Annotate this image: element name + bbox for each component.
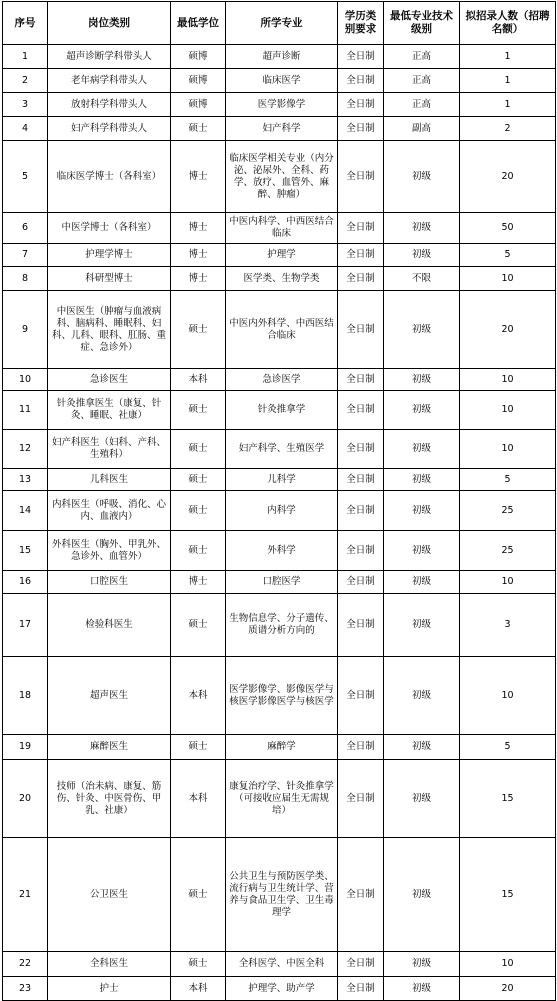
row-count: 50 — [460, 213, 556, 244]
row-major: 超声诊断 — [226, 45, 338, 69]
row-count: 10 — [460, 369, 556, 391]
row-position: 儿科医生 — [48, 469, 171, 491]
row-position: 妇产科医生（妇科、产科、生殖科） — [48, 430, 171, 469]
row-degree: 硕士 — [171, 391, 226, 430]
row-no: 4 — [3, 117, 48, 141]
row-count: 10 — [460, 952, 556, 977]
row-edu: 全日制 — [338, 430, 384, 469]
row-degree: 硕博 — [171, 69, 226, 93]
row-edu: 全日制 — [338, 838, 384, 952]
row-count: 10 — [460, 391, 556, 430]
row-count: 10 — [460, 571, 556, 594]
row-level: 初级 — [384, 760, 460, 838]
row-position: 麻醉医生 — [48, 735, 171, 760]
table-row — [3, 244, 556, 267]
row-no: 15 — [3, 531, 48, 571]
row-major: 外科学 — [226, 531, 338, 571]
header-position: 岗位类别 — [48, 2, 171, 45]
row-position: 口腔医生 — [48, 571, 171, 594]
row-position: 公卫医生 — [48, 838, 171, 952]
row-position: 超声诊断学科带头人 — [48, 45, 171, 69]
row-degree: 硕士 — [171, 594, 226, 657]
table-row — [3, 291, 556, 369]
row-count: 15 — [460, 760, 556, 838]
row-count: 1 — [460, 93, 556, 117]
row-level: 初级 — [384, 141, 460, 213]
row-no: 17 — [3, 594, 48, 657]
row-edu: 全日制 — [338, 391, 384, 430]
row-no: 10 — [3, 369, 48, 391]
row-level: 初级 — [384, 469, 460, 491]
row-level: 不限 — [384, 267, 460, 291]
row-major: 护理学 — [226, 244, 338, 267]
table-row — [3, 531, 556, 571]
row-major: 康复治疗学、针灸推拿学（可接收应届生无需规培） — [226, 760, 338, 838]
row-degree: 硕士 — [171, 491, 226, 531]
row-level: 初级 — [384, 952, 460, 977]
row-level: 初级 — [384, 571, 460, 594]
row-count: 1 — [460, 45, 556, 69]
row-count: 3 — [460, 594, 556, 657]
row-level: 副高 — [384, 117, 460, 141]
table-row — [3, 657, 556, 735]
row-no: 13 — [3, 469, 48, 491]
row-no: 11 — [3, 391, 48, 430]
table-row — [3, 469, 556, 491]
header-degree: 最低学位 — [171, 2, 226, 45]
row-level: 初级 — [384, 244, 460, 267]
table-row — [3, 594, 556, 657]
row-position: 内科医生（呼吸、消化、心内、血液内） — [48, 491, 171, 531]
row-degree: 硕士 — [171, 469, 226, 491]
row-degree: 硕士 — [171, 952, 226, 977]
row-edu: 全日制 — [338, 571, 384, 594]
row-edu: 全日制 — [338, 952, 384, 977]
row-position: 外科医生（胸外、甲乳外、急诊外、血管外） — [48, 531, 171, 571]
row-major: 临床医学相关专业（内分泌、泌尿外、全科、药学、放疗、血管外、麻醉、肿瘤） — [226, 141, 338, 213]
row-count: 15 — [460, 838, 556, 952]
header-edu: 学历类别要求 — [338, 2, 384, 45]
table-row — [3, 93, 556, 117]
row-no: 7 — [3, 244, 48, 267]
row-level: 正高 — [384, 45, 460, 69]
row-position: 检验科医生 — [48, 594, 171, 657]
header-level: 最低专业技术级别 — [384, 2, 460, 45]
table-row — [3, 952, 556, 977]
row-degree: 博士 — [171, 267, 226, 291]
table-row — [3, 977, 556, 1001]
table-row — [3, 491, 556, 531]
table-row — [3, 117, 556, 141]
table-row — [3, 735, 556, 760]
row-position: 全科医生 — [48, 952, 171, 977]
row-edu: 全日制 — [338, 117, 384, 141]
row-level: 初级 — [384, 594, 460, 657]
row-count: 5 — [460, 735, 556, 760]
row-degree: 硕士 — [171, 430, 226, 469]
row-no: 21 — [3, 838, 48, 952]
row-no: 5 — [3, 141, 48, 213]
row-degree: 博士 — [171, 213, 226, 244]
row-edu: 全日制 — [338, 213, 384, 244]
row-major: 护理学、助产学 — [226, 977, 338, 1001]
row-major: 中医内外科学、中西医结合临床 — [226, 291, 338, 369]
table-row — [3, 141, 556, 213]
row-level: 正高 — [384, 93, 460, 117]
row-no: 3 — [3, 93, 48, 117]
header-row — [3, 2, 556, 45]
row-count: 20 — [460, 291, 556, 369]
table-row — [3, 391, 556, 430]
row-position: 中医医生（肿瘤与血液病科、脑病科、睡眠科、妇科、儿科、眼科、肛肠、重症、急诊外） — [48, 291, 171, 369]
row-no: 2 — [3, 69, 48, 93]
row-count: 25 — [460, 491, 556, 531]
row-position: 超声医生 — [48, 657, 171, 735]
row-level: 初级 — [384, 657, 460, 735]
row-edu: 全日制 — [338, 267, 384, 291]
row-edu: 全日制 — [338, 45, 384, 69]
header-no: 序号 — [3, 2, 48, 45]
row-major: 全科医学、中医全科 — [226, 952, 338, 977]
row-degree: 本科 — [171, 977, 226, 1001]
row-count: 2 — [460, 117, 556, 141]
row-level: 初级 — [384, 735, 460, 760]
row-edu: 全日制 — [338, 141, 384, 213]
row-degree: 硕士 — [171, 531, 226, 571]
row-edu: 全日制 — [338, 244, 384, 267]
row-level: 初级 — [384, 369, 460, 391]
row-degree: 硕士 — [171, 117, 226, 141]
row-major: 急诊医学 — [226, 369, 338, 391]
row-count: 20 — [460, 977, 556, 1001]
row-level: 初级 — [384, 430, 460, 469]
row-edu: 全日制 — [338, 93, 384, 117]
row-no: 22 — [3, 952, 48, 977]
table-row — [3, 69, 556, 93]
row-major: 中医内科学、中西医结合临床 — [226, 213, 338, 244]
row-edu: 全日制 — [338, 594, 384, 657]
row-degree: 硕士 — [171, 291, 226, 369]
row-edu: 全日制 — [338, 291, 384, 369]
row-count: 10 — [460, 267, 556, 291]
row-degree: 硕博 — [171, 93, 226, 117]
row-degree: 硕士 — [171, 838, 226, 952]
row-position: 科研型博士 — [48, 267, 171, 291]
row-major: 临床医学 — [226, 69, 338, 93]
row-level: 正高 — [384, 69, 460, 93]
row-major: 妇产科学、生殖医学 — [226, 430, 338, 469]
row-level: 初级 — [384, 977, 460, 1001]
row-degree: 本科 — [171, 657, 226, 735]
row-position: 中医学博士（各科室） — [48, 213, 171, 244]
row-position: 放射科学科带头人 — [48, 93, 171, 117]
row-position: 针灸推拿医生（康复、针灸、睡眠、社康） — [48, 391, 171, 430]
row-edu: 全日制 — [338, 531, 384, 571]
table-row — [3, 430, 556, 469]
row-edu: 全日制 — [338, 760, 384, 838]
row-no: 9 — [3, 291, 48, 369]
row-major: 麻醉学 — [226, 735, 338, 760]
row-degree: 本科 — [171, 369, 226, 391]
row-no: 1 — [3, 45, 48, 69]
header-count: 拟招录人数（招聘名额） — [460, 2, 556, 45]
row-level: 初级 — [384, 291, 460, 369]
row-edu: 全日制 — [338, 491, 384, 531]
row-edu: 全日制 — [338, 469, 384, 491]
row-level: 初级 — [384, 838, 460, 952]
row-level: 初级 — [384, 531, 460, 571]
row-no: 19 — [3, 735, 48, 760]
row-count: 10 — [460, 657, 556, 735]
row-major: 医学类、生物学类 — [226, 267, 338, 291]
row-degree: 硕士 — [171, 735, 226, 760]
row-no: 23 — [3, 977, 48, 1001]
row-position: 临床医学博士（各科室） — [48, 141, 171, 213]
row-count: 25 — [460, 531, 556, 571]
row-position: 护理学博士 — [48, 244, 171, 267]
row-no: 14 — [3, 491, 48, 531]
table-row — [3, 45, 556, 69]
row-no: 20 — [3, 760, 48, 838]
table-row — [3, 760, 556, 838]
row-edu: 全日制 — [338, 735, 384, 760]
row-count: 5 — [460, 469, 556, 491]
row-position: 急诊医生 — [48, 369, 171, 391]
row-level: 初级 — [384, 491, 460, 531]
row-position: 妇产科学科带头人 — [48, 117, 171, 141]
row-no: 16 — [3, 571, 48, 594]
row-no: 12 — [3, 430, 48, 469]
row-degree: 硕博 — [171, 45, 226, 69]
row-major: 针灸推拿学 — [226, 391, 338, 430]
table-row — [3, 838, 556, 952]
row-degree: 博士 — [171, 141, 226, 213]
table-row — [3, 369, 556, 391]
row-major: 儿科学 — [226, 469, 338, 491]
table-row — [3, 213, 556, 244]
row-major: 妇产科学 — [226, 117, 338, 141]
row-count: 20 — [460, 141, 556, 213]
row-count: 10 — [460, 430, 556, 469]
recruitment-table — [2, 1, 556, 1001]
row-major: 生物信息学、分子遗传、质谱分析方向的 — [226, 594, 338, 657]
row-degree: 本科 — [171, 760, 226, 838]
row-edu: 全日制 — [338, 657, 384, 735]
row-degree: 博士 — [171, 244, 226, 267]
table-row — [3, 571, 556, 594]
row-position: 技师（治未病、康复、筋伤、针灸、中医骨伤、甲乳、社康） — [48, 760, 171, 838]
row-edu: 全日制 — [338, 69, 384, 93]
row-edu: 全日制 — [338, 977, 384, 1001]
row-position: 老年病学科带头人 — [48, 69, 171, 93]
row-count: 5 — [460, 244, 556, 267]
header-major: 所学专业 — [226, 2, 338, 45]
table-row — [3, 267, 556, 291]
row-no: 18 — [3, 657, 48, 735]
row-count: 1 — [460, 69, 556, 93]
row-major: 医学影像学、影像医学与核医学影像医学与核医学 — [226, 657, 338, 735]
row-level: 初级 — [384, 213, 460, 244]
row-major: 内科学 — [226, 491, 338, 531]
row-no: 8 — [3, 267, 48, 291]
row-no: 6 — [3, 213, 48, 244]
row-edu: 全日制 — [338, 369, 384, 391]
row-major: 口腔医学 — [226, 571, 338, 594]
row-degree: 博士 — [171, 571, 226, 594]
row-major: 公共卫生与预防医学类、流行病与卫生统计学、营养与食品卫生学、卫生毒理学 — [226, 838, 338, 952]
row-level: 初级 — [384, 391, 460, 430]
row-major: 医学影像学 — [226, 93, 338, 117]
row-position: 护士 — [48, 977, 171, 1001]
